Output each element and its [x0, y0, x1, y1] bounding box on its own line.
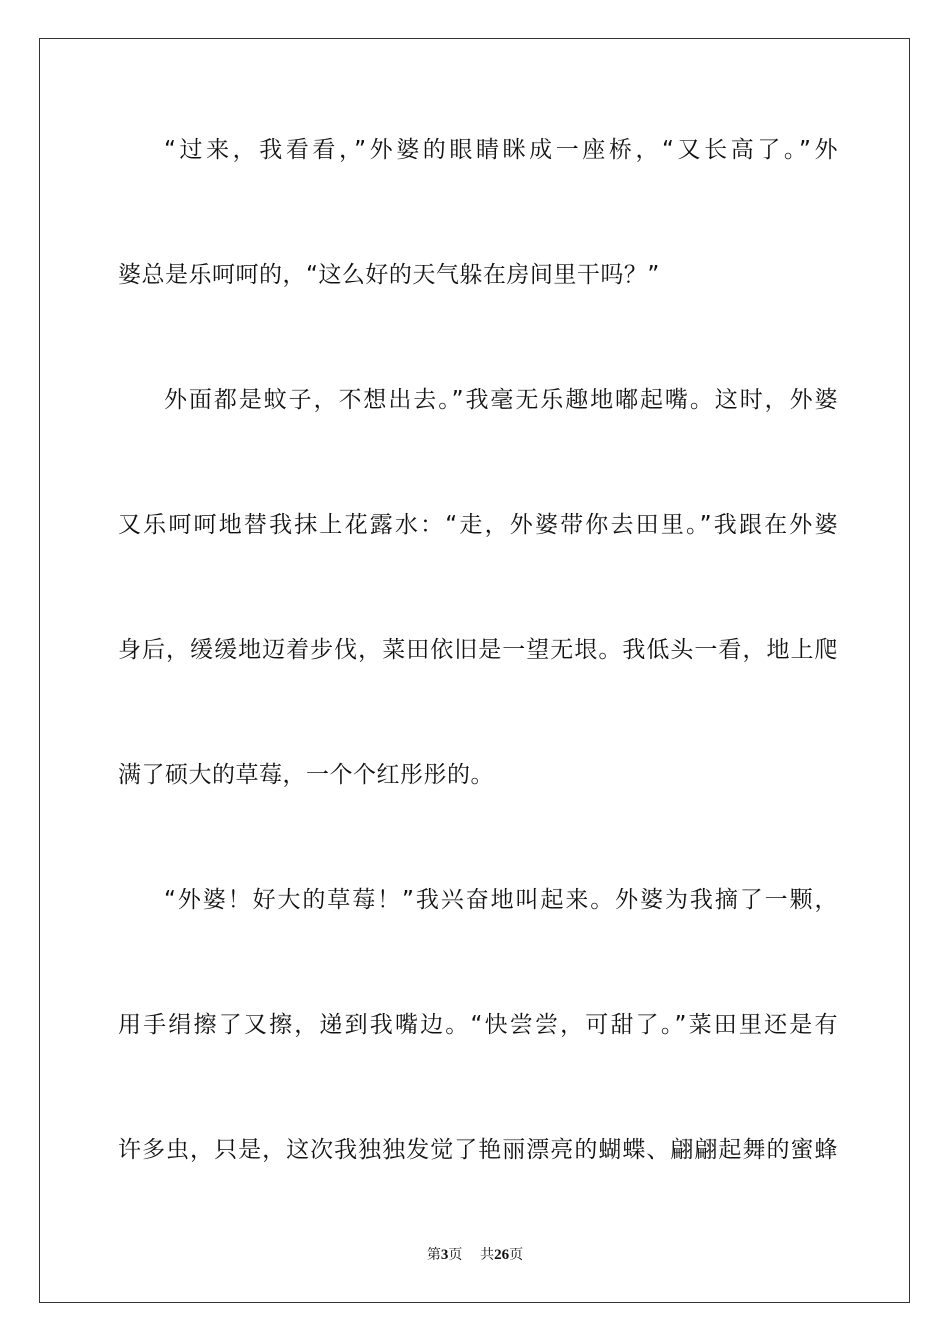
footer-total-prefix: 共: [480, 1247, 495, 1263]
paragraph-line-7: “外婆！好大的草莓！”我兴奋地叫起来。外婆为我摘了一颗，: [164, 887, 838, 913]
footer-page-number: 3: [440, 1247, 449, 1263]
footer-total-suffix: 页: [509, 1247, 524, 1263]
paragraph-line-5: 身后，缓缓地迈着步伐，菜田依旧是一望无垠。我低头一看，地上爬: [118, 637, 838, 663]
paragraph-line-8: 用手绢擦了又擦，递到我嘴边。“快尝尝，可甜了。”菜田里还是有: [118, 1012, 838, 1038]
paragraph-line-9: 许多虫，只是，这次我独独发觉了艳丽漂亮的蝴蝶、翩翩起舞的蜜蜂: [118, 1137, 838, 1163]
paragraph-line-2: 婆总是乐呵呵的，“这么好的天气躲在房间里干吗？”: [118, 262, 660, 288]
footer-total-pages: 26: [494, 1247, 510, 1263]
page-footer: [0, 1246, 950, 1264]
footer-page-suffix: 页: [448, 1247, 463, 1263]
paragraph-line-4: 又乐呵呵地替我抹上花露水：“走，外婆带你去田里。”我跟在外婆: [118, 512, 838, 538]
paragraph-line-3: 外面都是蚊子，不想出去。”我毫无乐趣地嘟起嘴。这时，外婆: [164, 387, 838, 413]
paragraph-line-6: 满了硕大的草莓，一个个红彤彤的。: [118, 762, 494, 788]
paragraph-line-1: “过来，我看看，”外婆的眼睛眯成一座桥，“又长高了。”外: [164, 137, 838, 163]
footer-page-prefix: 第: [426, 1247, 441, 1263]
page-border: [39, 38, 910, 1303]
